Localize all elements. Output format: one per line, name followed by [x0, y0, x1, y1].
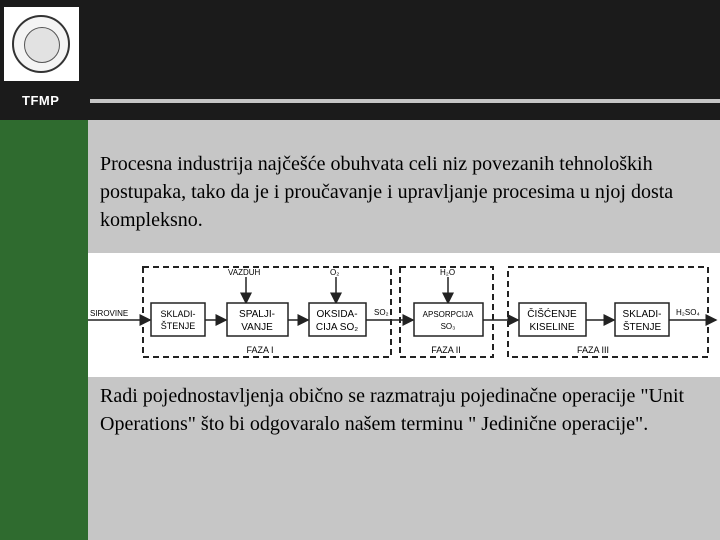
phase-3-label: FAZA III — [576, 345, 610, 355]
o2-label: O₂ — [330, 268, 340, 277]
block-ciscenje-line2: KISELINE — [529, 322, 575, 333]
block-skladistenje-1 — [151, 303, 205, 336]
phase-1-label: FAZA I — [246, 345, 274, 355]
block-apsorpcija — [414, 303, 483, 336]
block-skladistenje-2-line2: ŠTENJE — [622, 322, 662, 333]
slide-paragraph-1: Procesna industrija najčešće obuhvata celi niz povezanih tehnoloških postupaka, tako da je i proučavanje i upravljanje procesima u njoj dosta kompleksno. — [100, 153, 674, 231]
process-flow-diagram — [88, 253, 720, 377]
block-skladistenje-1-line1: SKLADI- — [160, 309, 196, 319]
portrait-icon — [24, 27, 60, 63]
block-spaljivanje-line2: VANJE — [241, 322, 273, 333]
block-oksidacija-line2: CIJA SO₂ — [315, 322, 359, 333]
h2o-label: H₂O — [440, 268, 456, 277]
left-sidebar-band — [0, 120, 88, 540]
input-label: SIROVINE — [90, 309, 129, 318]
block-apsorpcija-line2: SO₃ — [440, 322, 456, 331]
seal-icon — [12, 15, 70, 73]
phase-2-label: FAZA II — [431, 345, 461, 355]
logo-text: TFMP — [22, 93, 60, 108]
process-flow-svg — [88, 253, 720, 377]
slide-paragraph-2: Radi pojednostavljenja obično se razmatraju pojedinačne operacije "Unit Operations" što bi odgovaralo našem terminu " Jedinične operacije". — [100, 385, 685, 435]
block-skladistenje-2-line1: SKLADI- — [622, 309, 662, 320]
block-oksidacija-line1: OKSIDA- — [316, 309, 358, 320]
output-label: H₂SO₄ — [676, 308, 700, 317]
block-skladistenje-1-line2: ŠTENJE — [160, 321, 196, 331]
block-spaljivanje-line1: SPALJI- — [239, 309, 275, 320]
air-label: VAZDUH — [228, 268, 261, 277]
university-logo — [4, 7, 79, 81]
block-ciscenje-line1: ČIŠĆENJE — [527, 309, 577, 320]
header-divider — [90, 99, 720, 103]
block-apsorpcija-line1: APSORPCIJA — [422, 310, 474, 319]
so2-label: SO₂ — [374, 308, 389, 317]
